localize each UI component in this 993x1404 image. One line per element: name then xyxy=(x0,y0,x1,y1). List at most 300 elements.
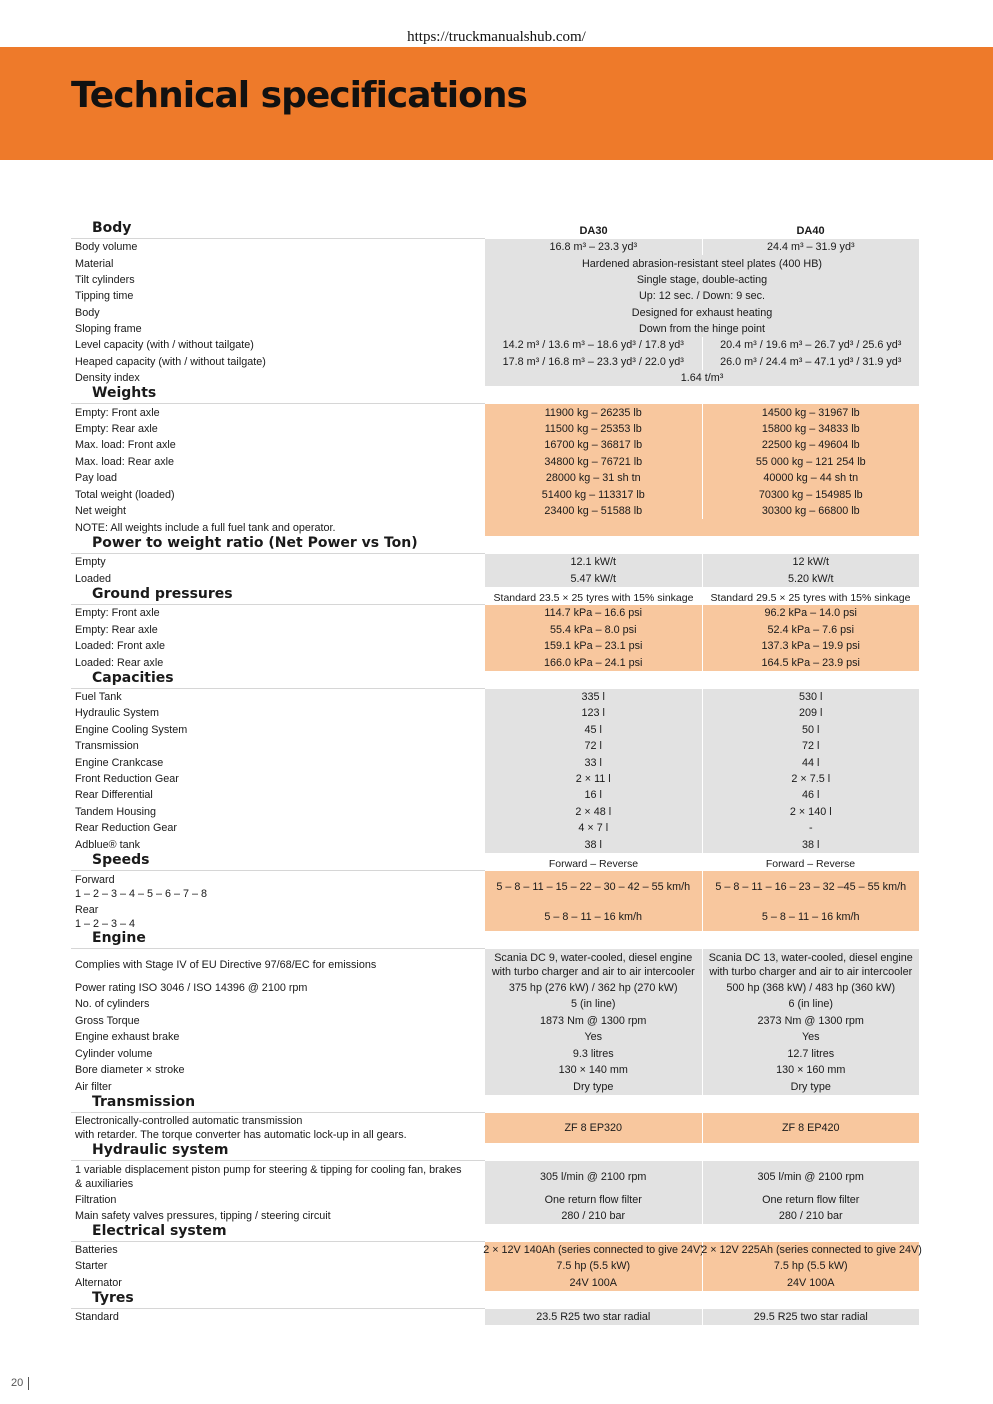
spec-label xyxy=(71,288,485,304)
spec-values xyxy=(485,503,919,519)
value-line: 55.4 kPa – 8.0 psi xyxy=(550,623,637,636)
section-power-to-weight-ratio-net-power-vs-ton xyxy=(71,536,919,587)
spec-label-line: Rear xyxy=(75,903,99,916)
section-header xyxy=(71,1095,919,1113)
value-da30 xyxy=(485,1309,702,1325)
spec-label-line: Level capacity (with / without tailgate) xyxy=(75,339,254,351)
value-da40 xyxy=(702,787,920,803)
spec-values xyxy=(485,980,919,996)
spec-label xyxy=(71,803,485,820)
value-line: 159.1 kPa – 23.1 psi xyxy=(544,640,643,652)
value-da40 xyxy=(702,705,920,721)
value-line: Yes xyxy=(801,1031,820,1043)
spec-values xyxy=(485,689,919,705)
spec-row xyxy=(71,337,919,353)
value-line: 16.8 m³ – 23.3 yd³ xyxy=(549,241,638,253)
value-da30 xyxy=(485,754,702,771)
spec-values xyxy=(485,1274,919,1291)
value-da40 xyxy=(702,1192,920,1208)
value-da30 xyxy=(485,1012,702,1029)
value-line: 14500 kg – 31967 lb xyxy=(761,406,860,419)
spec-values xyxy=(485,949,919,980)
value-line: 12.7 litres xyxy=(787,1047,835,1060)
value-line: 335 l xyxy=(581,691,605,703)
value-da40 xyxy=(702,621,920,638)
value-line: Hardened abrasion-resistant steel plates (400 HB) xyxy=(581,257,823,270)
spec-row xyxy=(71,272,919,288)
spec-values xyxy=(485,288,919,304)
section-header xyxy=(71,536,919,554)
spec-values xyxy=(485,605,919,621)
value-da30 xyxy=(485,470,702,486)
value-line: 164.5 kPa – 23.9 psi xyxy=(761,656,860,669)
value-line: Dry type xyxy=(573,1080,614,1093)
section-title: Ground pressures xyxy=(71,587,485,605)
value-da30 xyxy=(485,820,702,836)
spec-label-line: Engine Crankcase xyxy=(75,756,164,769)
value-line: 26.0 m³ / 24.4 m³ – 47.1 yd³ / 31.9 yd³ xyxy=(720,355,902,368)
spec-values xyxy=(485,721,919,738)
value-line: 50 l xyxy=(802,723,820,736)
spec-values xyxy=(485,1062,919,1078)
section-capacities xyxy=(71,671,919,853)
spec-values xyxy=(485,554,919,570)
spec-label-line: Empty: Rear axle xyxy=(75,623,158,636)
value-da30 xyxy=(485,1161,702,1192)
section-title: Body xyxy=(71,221,485,239)
spec-row xyxy=(71,288,919,304)
value-da30 xyxy=(485,437,702,453)
spec-row xyxy=(71,1113,919,1143)
value-line: 5 – 8 – 11 – 16 km/h xyxy=(544,910,643,923)
spec-row xyxy=(71,721,919,738)
value-line: 96.2 kPa – 14.0 psi xyxy=(764,607,857,619)
spec-row xyxy=(71,554,919,570)
spec-row xyxy=(71,705,919,721)
spec-row xyxy=(71,689,919,705)
spec-label-line: Main safety valves pressures, tipping / steering circuit xyxy=(75,1210,331,1222)
spec-label-line: Tilt cylinders xyxy=(75,274,135,286)
spec-label-line: Rear Differential xyxy=(75,789,153,801)
value-both-models xyxy=(485,255,919,272)
spec-label-line: Forward xyxy=(75,873,115,886)
value-line: 12 kW/t xyxy=(792,556,830,568)
value-da40 xyxy=(702,503,920,519)
value-da40 xyxy=(702,353,920,370)
spec-row xyxy=(71,980,919,996)
spec-row xyxy=(71,239,919,255)
spec-label-line: Max. load: Front axle xyxy=(75,439,176,451)
spec-label xyxy=(71,1062,485,1078)
spec-values xyxy=(485,1029,919,1045)
spec-label xyxy=(71,453,485,470)
value-da40 xyxy=(702,470,920,486)
spec-values xyxy=(485,803,919,820)
value-da30 xyxy=(485,705,702,721)
spec-label xyxy=(71,486,485,503)
value-line: 52.4 kPa – 7.6 psi xyxy=(767,623,854,636)
value-da30 xyxy=(485,787,702,803)
spec-values xyxy=(485,321,919,337)
spec-label xyxy=(71,1113,485,1143)
value-line: 9.3 litres xyxy=(572,1047,614,1060)
spec-label-line: Empty: Front axle xyxy=(75,406,160,419)
value-da30 xyxy=(485,949,702,980)
spec-label-line: Cylinder volume xyxy=(75,1047,153,1060)
page-title: Technical specifications xyxy=(71,75,527,116)
value-line: 72 l xyxy=(802,740,820,752)
spec-row xyxy=(71,621,919,638)
spec-label-line: 1 – 2 – 3 – 4 – 5 – 6 – 7 – 8 xyxy=(75,887,208,900)
spec-values xyxy=(485,255,919,272)
value-da40 xyxy=(702,902,920,931)
spec-label xyxy=(71,421,485,437)
spec-label xyxy=(71,871,485,902)
spec-values xyxy=(485,470,919,486)
spec-label-line: Pay load xyxy=(75,472,118,484)
spec-row xyxy=(71,754,919,771)
value-da40 xyxy=(702,980,920,996)
value-line: 280 / 210 bar xyxy=(778,1210,843,1222)
value-line: 123 l xyxy=(581,707,605,719)
spec-row xyxy=(71,871,919,902)
spec-label-line: Complies with Stage IV of EU Directive 97/68/EC for emissions xyxy=(75,958,377,971)
value-da30 xyxy=(485,570,702,587)
spec-row xyxy=(71,570,919,587)
value-da30 xyxy=(485,605,702,621)
value-line: Down from the hinge point xyxy=(638,323,766,335)
spec-label-line: Body xyxy=(75,306,100,319)
spec-label-line: Gross Torque xyxy=(75,1014,140,1027)
spec-values xyxy=(485,902,919,931)
value-line: 51400 kg – 113317 lb xyxy=(541,488,645,501)
value-line: ZF 8 EP320 xyxy=(564,1122,623,1134)
spec-values xyxy=(485,754,919,771)
value-line: 5.47 kW/t xyxy=(570,572,617,585)
value-line: 55 000 kg – 121 254 lb xyxy=(755,455,866,468)
spec-row xyxy=(71,949,919,980)
value-line: 33 l xyxy=(584,756,602,769)
spec-label xyxy=(71,570,485,587)
value-line: 500 hp (368 kW) / 483 hp (360 kW) xyxy=(726,982,896,994)
value-da40 xyxy=(702,1161,920,1192)
section-ground-pressures xyxy=(71,587,919,671)
value-line: 114.7 kPa – 16.6 psi xyxy=(544,607,643,619)
value-line: 1.64 t/m³ xyxy=(680,372,724,384)
value-da40 xyxy=(702,949,920,980)
value-line: 7.5 hp (5.5 kW) xyxy=(773,1260,848,1272)
value-da30 xyxy=(485,1242,702,1258)
value-da40 xyxy=(702,771,920,787)
value-da40 xyxy=(702,1309,920,1325)
value-da40 xyxy=(702,803,920,820)
spec-label xyxy=(71,787,485,803)
section-title: Capacities xyxy=(71,671,485,689)
value-line: 5 – 8 – 11 – 15 – 22 – 30 – 42 – 55 km/h xyxy=(496,880,691,893)
value-line: Scania DC 9, water-cooled, diesel engine xyxy=(494,951,693,964)
spec-values xyxy=(485,1192,919,1208)
value-line: One return flow filter xyxy=(544,1194,642,1206)
spec-label xyxy=(71,437,485,453)
value-da40 xyxy=(702,1208,920,1224)
spec-label xyxy=(71,836,485,853)
spec-values xyxy=(485,654,919,671)
value-line: ZF 8 EP420 xyxy=(781,1122,840,1134)
spec-label-line: Power rating ISO 3046 / ISO 14396 @ 2100 rpm xyxy=(75,982,308,994)
spec-label xyxy=(71,902,485,931)
spec-values xyxy=(485,1078,919,1095)
spec-label xyxy=(71,239,485,255)
spec-label-line: Density index xyxy=(75,372,140,384)
spec-label-line: Tipping time xyxy=(75,290,134,302)
spec-values xyxy=(485,304,919,321)
spec-row xyxy=(71,803,919,820)
spec-values xyxy=(485,638,919,654)
spec-label-line: Loaded: Front axle xyxy=(75,640,166,652)
spec-label-line: Sloping frame xyxy=(75,323,142,335)
spec-label-line: Fuel Tank xyxy=(75,691,122,703)
spec-label xyxy=(71,996,485,1012)
spec-label-line: Body volume xyxy=(75,241,138,253)
value-da40 xyxy=(702,1012,920,1029)
spec-row xyxy=(71,1078,919,1095)
value-da40 xyxy=(702,404,920,421)
spec-values xyxy=(485,771,919,787)
value-da40 xyxy=(702,721,920,738)
spec-label-line: Transmission xyxy=(75,740,139,752)
spec-row xyxy=(71,1274,919,1291)
spec-values xyxy=(485,621,919,638)
section-title: Engine xyxy=(71,931,485,949)
spec-label-line: Engine Cooling System xyxy=(75,723,188,736)
value-both-models xyxy=(485,288,919,304)
value-da30 xyxy=(485,621,702,638)
spec-label-line: Tandem Housing xyxy=(75,805,157,818)
value-line: 2373 Nm @ 1300 rpm xyxy=(757,1014,864,1027)
spec-row xyxy=(71,1192,919,1208)
column-header-2: DA40 xyxy=(796,225,825,237)
value-da40 xyxy=(702,654,920,671)
spec-label xyxy=(71,470,485,486)
spec-values xyxy=(485,787,919,803)
spec-values xyxy=(485,836,919,853)
value-line: 2 × 140 l xyxy=(789,805,832,818)
spec-values xyxy=(485,370,919,386)
value-da30 xyxy=(485,239,702,255)
spec-row xyxy=(71,605,919,621)
spec-values xyxy=(485,404,919,421)
spec-label-line: Rear Reduction Gear xyxy=(75,822,178,834)
spec-values xyxy=(485,437,919,453)
value-da40 xyxy=(702,337,920,353)
value-da40 xyxy=(702,1274,920,1291)
spec-values xyxy=(485,519,919,536)
value-line: 20.4 m³ / 19.6 m³ – 26.7 yd³ / 25.6 yd³ xyxy=(720,339,902,351)
value-da30 xyxy=(485,1045,702,1062)
value-line: 38 l xyxy=(584,838,602,851)
value-line: 2 × 7.5 l xyxy=(791,773,831,785)
value-da30 xyxy=(485,503,702,519)
spec-label-line: Adblue® tank xyxy=(75,838,140,851)
value-line: 44 l xyxy=(802,756,820,769)
value-da40 xyxy=(702,570,920,587)
spec-row xyxy=(71,421,919,437)
spec-row xyxy=(71,787,919,803)
value-line: Yes xyxy=(584,1031,603,1043)
spec-values xyxy=(485,421,919,437)
section-hydraulic-system xyxy=(71,1143,919,1224)
spec-label xyxy=(71,1078,485,1095)
value-line: 24V 100A xyxy=(787,1276,835,1289)
value-line: 30300 kg – 66800 lb xyxy=(761,505,860,517)
spec-label-line: Hydraulic System xyxy=(75,707,159,719)
spec-label-line: Filtration xyxy=(75,1194,117,1206)
value-da30 xyxy=(485,836,702,853)
value-da40 xyxy=(702,554,920,570)
spec-label-line: Heaped capacity (with / without tailgate) xyxy=(75,355,266,368)
value-da30 xyxy=(485,902,702,931)
value-line: 2 × 11 l xyxy=(575,773,611,785)
spec-label xyxy=(71,1029,485,1045)
value-da30 xyxy=(485,1113,702,1143)
section-title: Tyres xyxy=(71,1291,485,1309)
value-line: 38 l xyxy=(802,838,820,851)
column-header-2: Forward – Reverse xyxy=(765,857,856,870)
value-line: 166.0 kPa – 24.1 psi xyxy=(544,656,643,669)
spec-row xyxy=(71,996,919,1012)
spec-label xyxy=(71,654,485,671)
value-da30 xyxy=(485,803,702,820)
value-both-models xyxy=(485,272,919,288)
section-title: Hydraulic system xyxy=(71,1143,485,1161)
value-line: 23400 kg – 51588 lb xyxy=(544,505,643,517)
value-da30 xyxy=(485,771,702,787)
spec-label xyxy=(71,370,485,386)
spec-label xyxy=(71,638,485,654)
value-line: 2 × 12V 140Ah (series connected to give 24V) xyxy=(483,1244,704,1256)
value-da30 xyxy=(485,554,702,570)
value-line: 29.5 R25 two star radial xyxy=(753,1311,868,1323)
value-da40 xyxy=(702,1113,920,1143)
spec-label-line: Electronically-controlled automatic transmission xyxy=(75,1115,303,1127)
page-url[interactable]: https://truckmanualshub.com/ xyxy=(407,29,586,45)
section-speeds xyxy=(71,853,919,931)
spec-values xyxy=(485,1012,919,1029)
column-headers xyxy=(485,593,919,606)
value-line: 45 l xyxy=(584,723,602,736)
value-line: 280 / 210 bar xyxy=(561,1210,626,1222)
spec-row xyxy=(71,519,919,536)
spec-label-line: Empty: Rear axle xyxy=(75,423,158,435)
spec-row xyxy=(71,370,919,386)
spec-row xyxy=(71,836,919,853)
spec-label xyxy=(71,353,485,370)
section-header xyxy=(71,1224,919,1242)
value-line: 1873 Nm @ 1300 rpm xyxy=(540,1014,647,1027)
spec-label xyxy=(71,404,485,421)
spec-values xyxy=(485,1113,919,1143)
spec-values xyxy=(485,570,919,587)
spec-label xyxy=(71,980,485,996)
value-line: 2 × 48 l xyxy=(575,805,612,818)
value-line: Single stage, double-acting xyxy=(636,274,768,286)
value-da30 xyxy=(485,404,702,421)
value-da30 xyxy=(485,1078,702,1095)
section-header xyxy=(71,1291,919,1309)
value-da40 xyxy=(702,871,920,902)
section-header xyxy=(71,221,919,239)
value-line: 209 l xyxy=(799,707,823,719)
value-line: 16 l xyxy=(584,789,602,801)
spec-label-line: Standard xyxy=(75,1311,119,1323)
spec-label-line: Total weight (loaded) xyxy=(75,488,175,501)
section-title: Speeds xyxy=(71,853,485,871)
value-line: 130 × 140 mm xyxy=(558,1064,628,1076)
spec-table xyxy=(71,220,922,1325)
value-da40 xyxy=(702,1078,920,1095)
value-line: 11500 kg – 25353 lb xyxy=(544,423,642,435)
spec-label xyxy=(71,771,485,787)
section-body xyxy=(71,221,919,386)
spec-label xyxy=(71,754,485,771)
value-da30 xyxy=(485,337,702,353)
value-da40 xyxy=(702,996,920,1012)
value-da40 xyxy=(702,1242,920,1258)
spec-label-line: Loaded: Rear axle xyxy=(75,656,164,669)
value-line: with turbo charger and air to air intercooler xyxy=(709,965,913,978)
spec-label xyxy=(71,272,485,288)
spec-label-line: No. of cylinders xyxy=(75,998,150,1010)
spec-label xyxy=(71,1161,485,1192)
spec-values xyxy=(485,705,919,721)
spec-label xyxy=(71,255,485,272)
section-title: Electrical system xyxy=(71,1224,485,1242)
spec-label xyxy=(71,621,485,638)
value-line: 375 hp (276 kW) / 362 hp (270 kW) xyxy=(508,982,678,994)
value-da40 xyxy=(702,437,920,453)
spec-row xyxy=(71,304,919,321)
value-da30 xyxy=(485,689,702,705)
spec-label xyxy=(71,1258,485,1274)
spec-label-line: Air filter xyxy=(75,1080,112,1093)
value-line: 24.4 m³ – 31.9 yd³ xyxy=(766,241,855,253)
value-line: 305 l/min @ 2100 rpm xyxy=(757,1170,864,1183)
spec-label xyxy=(71,820,485,836)
column-header-1: Forward – Reverse xyxy=(548,857,639,870)
spec-values xyxy=(485,353,919,370)
section-tyres xyxy=(71,1291,919,1325)
value-da40 xyxy=(702,486,920,503)
value-da30 xyxy=(485,996,702,1012)
spec-label xyxy=(71,1274,485,1291)
value-line: 5.20 kW/t xyxy=(787,572,834,585)
spec-row xyxy=(71,453,919,470)
value-da40 xyxy=(702,1029,920,1045)
spec-row xyxy=(71,654,919,671)
section-header xyxy=(71,671,919,689)
value-da40 xyxy=(702,836,920,853)
section-header xyxy=(71,931,919,949)
spec-row xyxy=(71,1242,922,1258)
column-headers xyxy=(485,226,919,239)
spec-label xyxy=(71,705,485,721)
spec-label-line: Front Reduction Gear xyxy=(75,773,179,785)
spec-values xyxy=(485,738,919,754)
value-line: 2 × 12V 225Ah (series connected to give 24V) xyxy=(701,1244,922,1256)
spec-row xyxy=(71,1309,919,1325)
value-da40 xyxy=(702,1062,920,1078)
section-title: Power to weight ratio (Net Power vs Ton) xyxy=(71,536,485,554)
